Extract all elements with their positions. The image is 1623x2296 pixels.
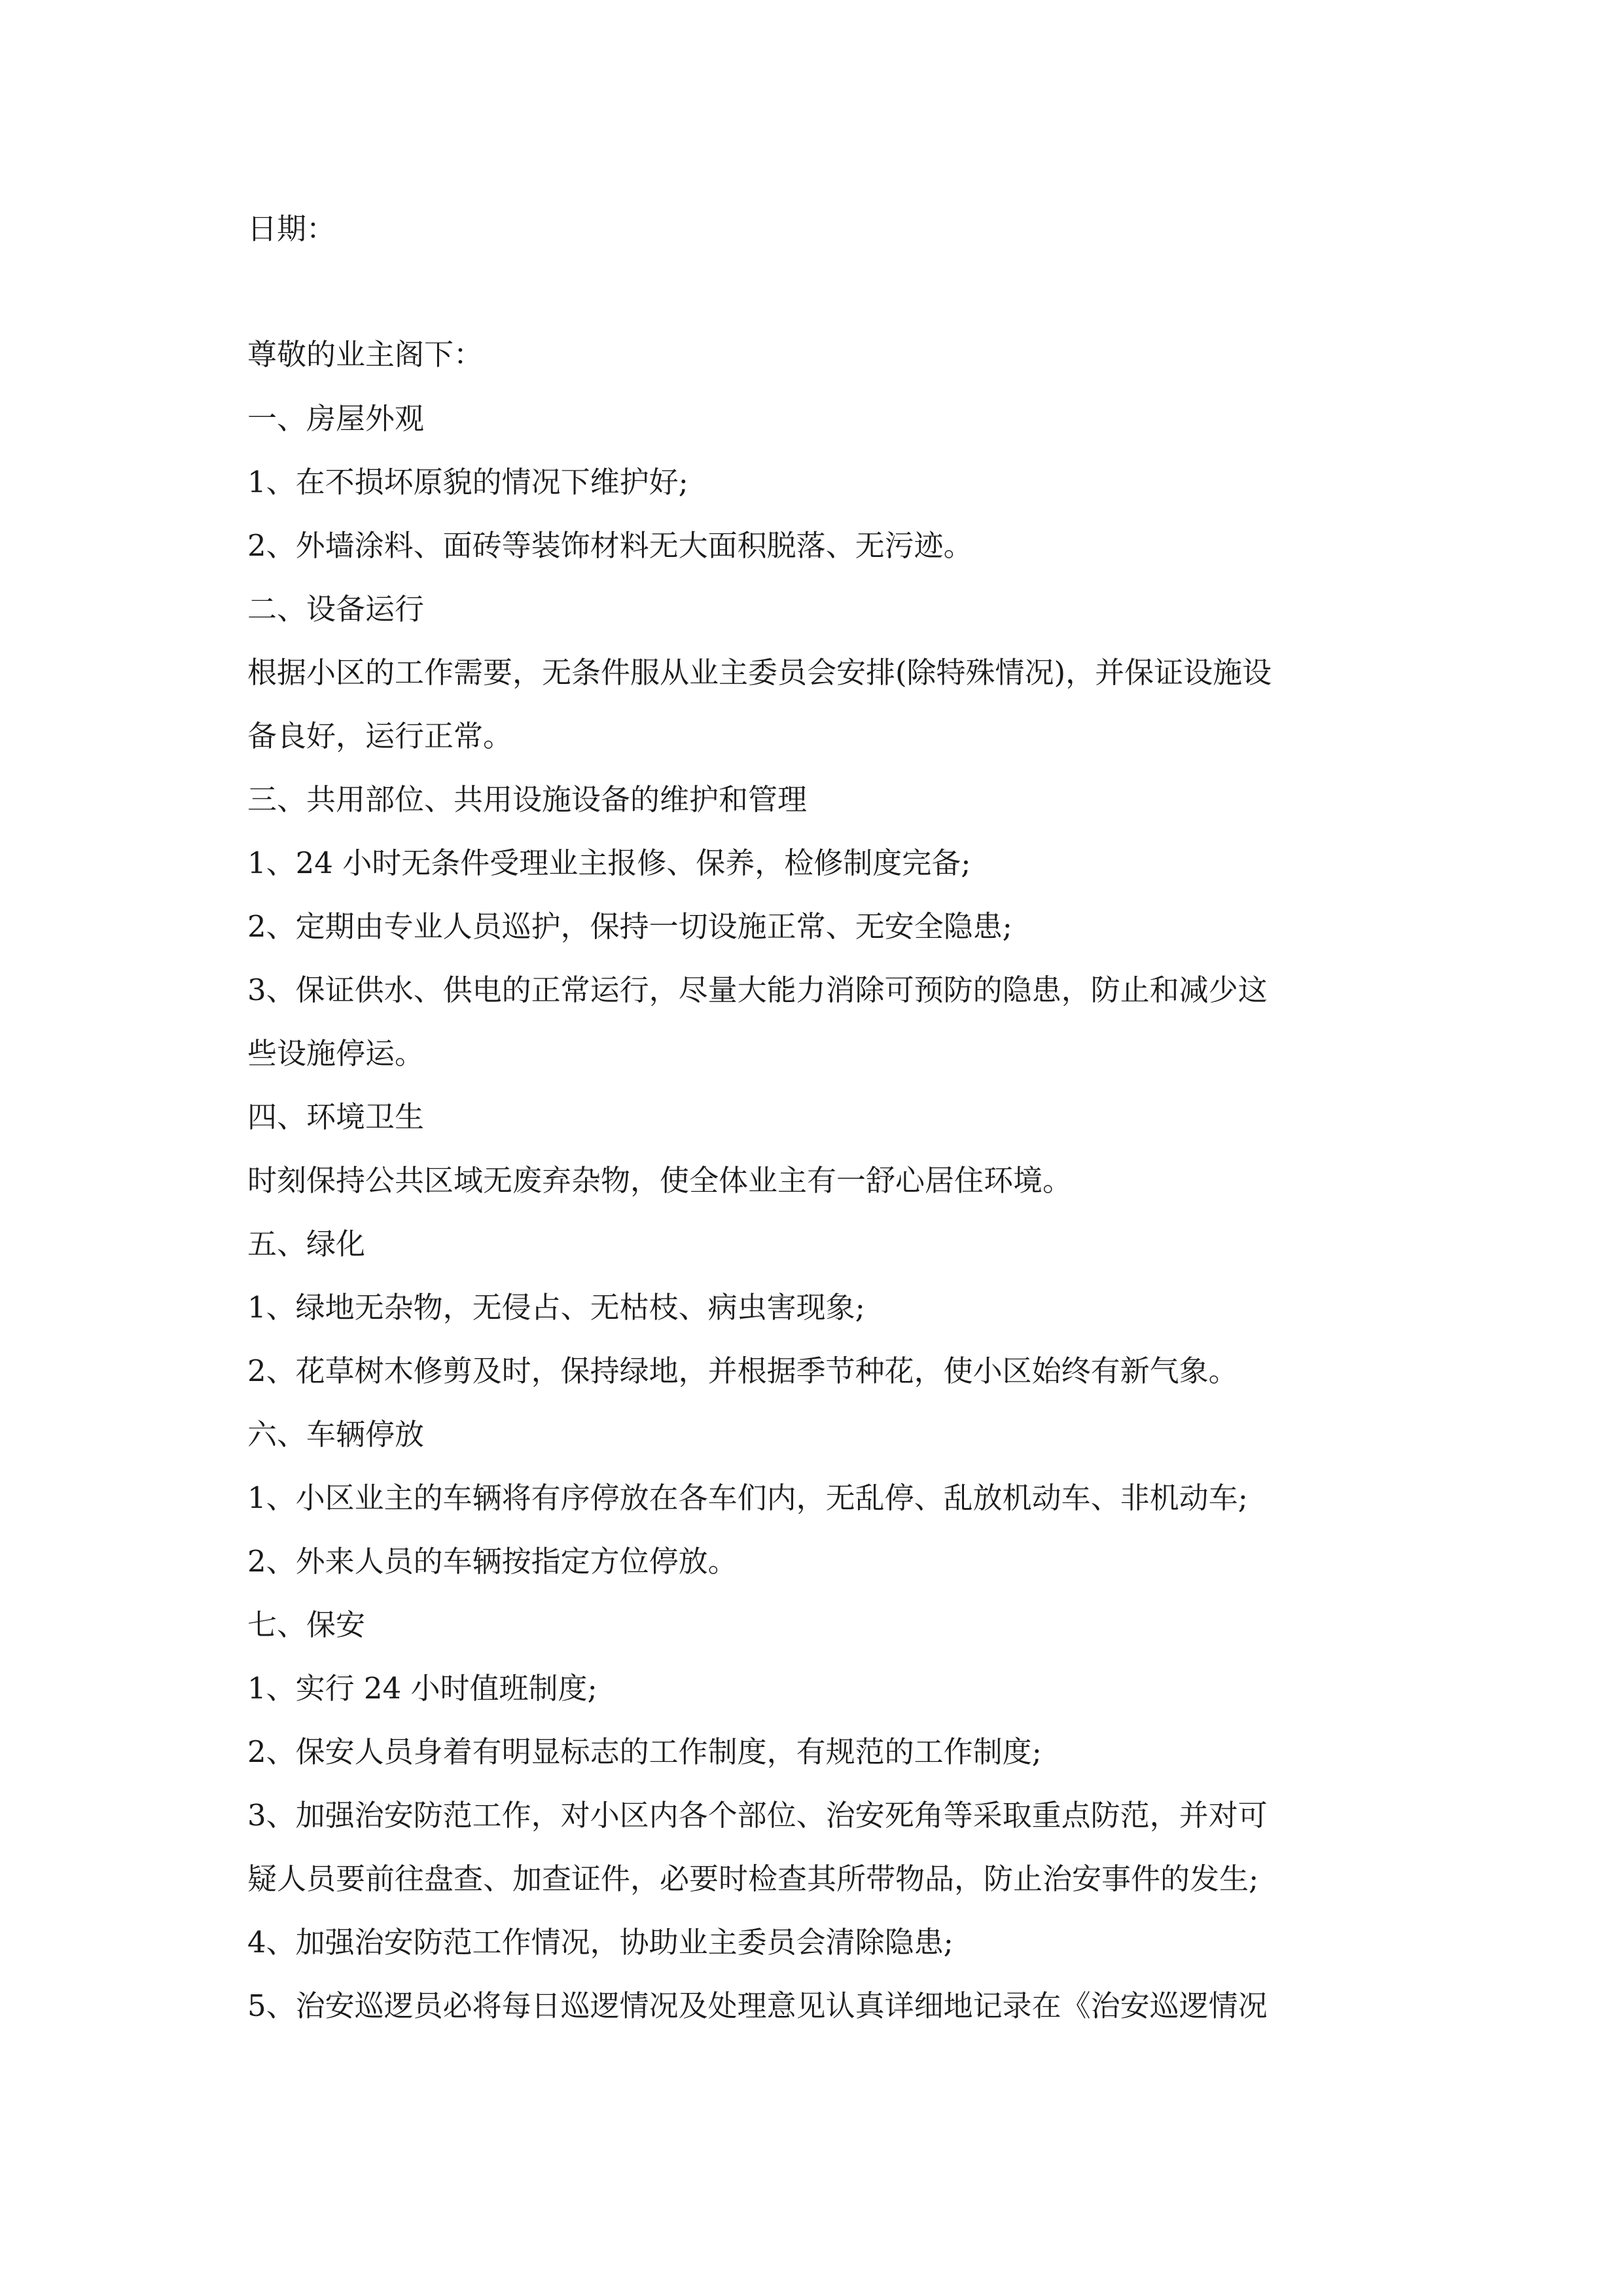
salutation: 尊敬的业主阁下：	[247, 337, 484, 372]
section-heading-1: 一、房屋外观	[247, 401, 425, 436]
body-line: 些设施停运。	[247, 1036, 425, 1071]
body-line: 2、保安人员身着有明显标志的工作制度，有规范的工作制度;	[247, 1734, 1042, 1769]
body-line: 1、实行 24 小时值班制度;	[247, 1671, 597, 1706]
body-line: 3、保证供水、供电的正常运行，尽量大能力消除可预防的隐患，防止和减少这	[247, 973, 1268, 1007]
section-heading-5: 五、绿化	[247, 1227, 366, 1261]
body-line: 2、外墙涂料、面砖等装饰材料无大面积脱落、无污迹。	[247, 528, 973, 563]
body-line: 1、绿地无杂物，无侵占、无枯枝、病虫害现象;	[247, 1290, 865, 1325]
date-label: 日期：	[247, 211, 336, 246]
section-heading-4: 四、环境卫生	[247, 1100, 425, 1134]
body-line: 2、外来人员的车辆按指定方位停放。	[247, 1544, 738, 1579]
body-line: 1、24 小时无条件受理业主报修、保养，检修制度完备;	[247, 846, 971, 880]
body-line: 时刻保持公共区域无废弃杂物，使全体业主有一舒心居住环境。	[247, 1163, 1073, 1198]
body-line: 4、加强治安防范工作情况，协助业主委员会清除隐患;	[247, 1925, 954, 1960]
body-line: 备良好，运行正常。	[247, 719, 513, 753]
section-heading-6: 六、车辆停放	[247, 1417, 425, 1452]
body-line: 1、小区业主的车辆将有序停放在各车们内，无乱停、乱放机动车、非机动车;	[247, 1480, 1248, 1515]
body-line: 1、在不损坏原貌的情况下维护好;	[247, 465, 688, 499]
section-heading-3: 三、共用部位、共用设施设备的维护和管理	[247, 782, 808, 817]
body-line: 2、定期由专业人员巡护，保持一切设施正常、无安全隐患;	[247, 909, 1012, 944]
section-heading-2: 二、设备运行	[247, 592, 425, 626]
body-line: 2、花草树木修剪及时，保持绿地，并根据季节种花，使小区始终有新气象。	[247, 1354, 1238, 1388]
section-heading-7: 七、保安	[247, 1607, 366, 1642]
body-line: 3、加强治安防范工作，对小区内各个部位、治安死角等采取重点防范，并对可	[247, 1798, 1268, 1833]
body-line: 5、治安巡逻员必将每日巡逻情况及处理意见认真详细地记录在《治安巡逻情况	[247, 1988, 1268, 2023]
body-line: 疑人员要前往盘查、加查证件，必要时检查其所带物品，防止治安事件的发生;	[247, 1861, 1259, 1896]
body-line: 根据小区的工作需要，无条件服从业主委员会安排(除特殊情况)，并保证设施设	[247, 655, 1272, 690]
